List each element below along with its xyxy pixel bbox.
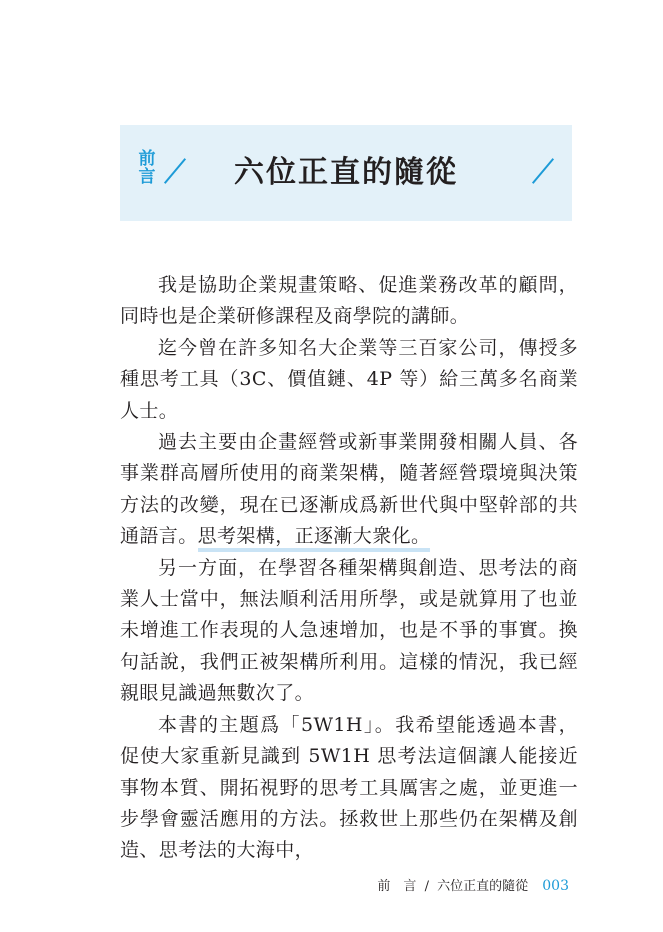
slash-decoration-left (164, 158, 186, 184)
footer-chapter-title: 六位正直的隨從 (437, 879, 529, 894)
paragraph-text: 另一方面，在學習各種架構與創造、思考法的商業人士當中，無法順利活用所學，或是就算用了也並未增進工作表現的人急速增加，也是不爭的事實。換句話說，我們正被架構所利用。這樣的情況，我已經親眼見識過無數次了。 (120, 556, 578, 705)
highlighted-phrase: 思考架構，正逐漸大衆化。 (198, 525, 431, 552)
chapter-label-char-2: 言 (138, 167, 156, 187)
paragraph-2 (120, 333, 578, 427)
footer-section: 前 言 (377, 879, 417, 894)
body-text (120, 270, 578, 867)
paragraph-text: 本書的主題爲「5W1H」。我希望能透過本書，促使大家重新見識到 5W1H 思考法這個讓人能接近事物本質、開拓視野的思考工具厲害之處，並更進一步學會靈活應用的方法。拯救世上那些仍在架構及創造、思考法的大海中， (120, 713, 578, 862)
paragraph-3 (120, 427, 578, 553)
page-number: 003 (542, 878, 569, 894)
slash-decoration-right (532, 158, 554, 184)
chapter-title-band (120, 125, 572, 221)
paragraph-5 (120, 710, 578, 867)
paragraph-text: 過去主要由企畫經營或新事業開發相關人員、各事業群高層所使用的商業架構，隨著經營環境與決策方法的改變，現在已逐漸成爲新世代與中堅幹部的共通語言。 (120, 431, 578, 548)
paragraph-4 (120, 553, 578, 710)
paragraph-text: 迄今曾在許多知名大企業等三百家公司，傳授多種思考工具（3C、價值鏈、4P 等）給三萬多名商業人士。 (120, 336, 578, 422)
paragraph-1 (120, 270, 578, 333)
chapter-label-char-1: 前 (138, 149, 156, 169)
chapter-label (136, 150, 158, 186)
running-footer (377, 877, 569, 896)
chapter-title: 六位正直的隨從 (234, 155, 458, 190)
paragraph-text: 我是協助企業規畫策略、促進業務改革的顧問，同時也是企業研修課程及商學院的講師。 (120, 274, 578, 328)
footer-separator: / (424, 879, 429, 894)
